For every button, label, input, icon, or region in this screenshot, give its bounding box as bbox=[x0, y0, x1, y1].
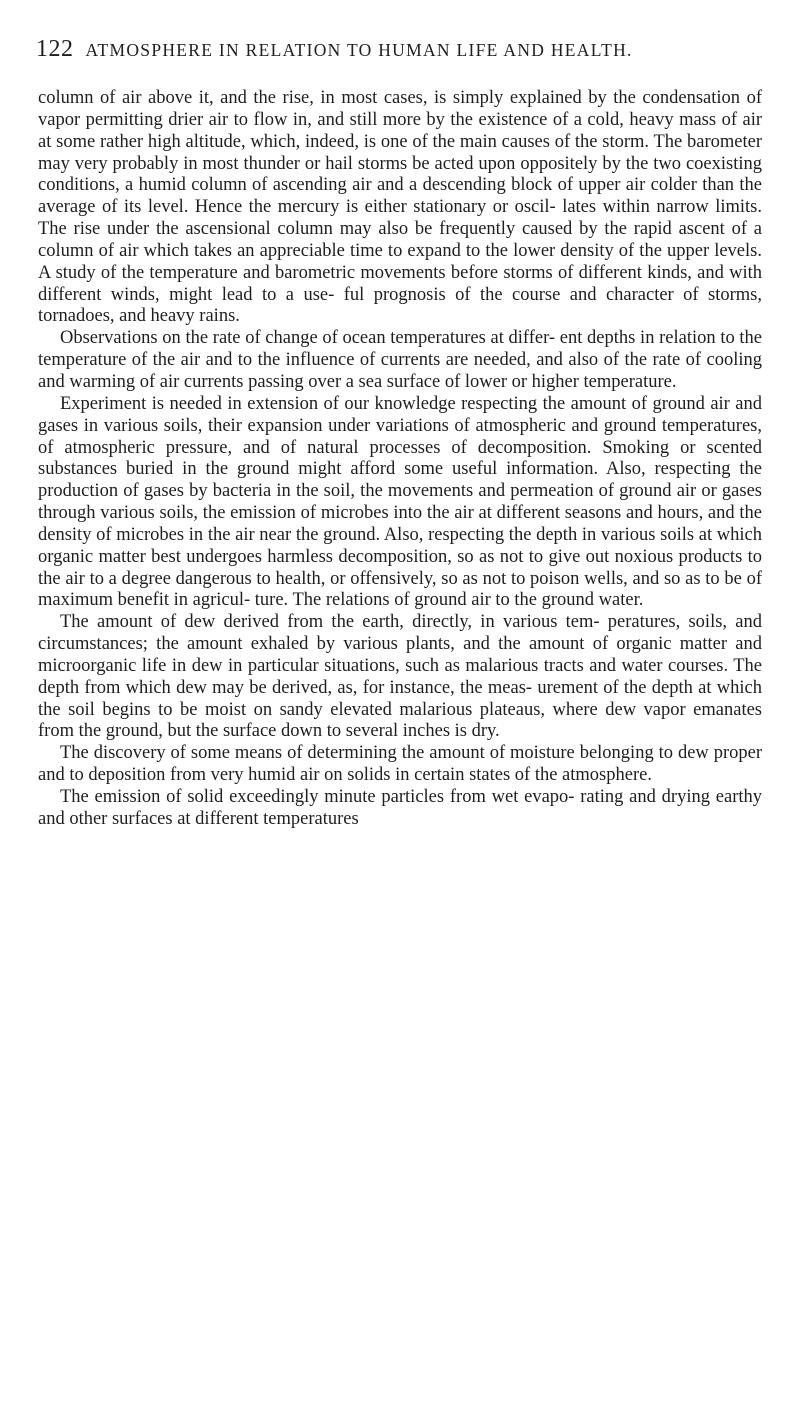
paragraph-solid-particles: The emission of solid exceedingly minute particles from wet evapo- rating and drying earthy and other surfaces at different temperatures bbox=[38, 787, 762, 829]
paragraph-dew: The amount of dew derived from the earth, directly, in various tem- peratures, soils, and circumstances; the amount exhaled by various plants, and the amount of organic matter and microorganic life in dew in particular situations, such as malarious tracts and water courses. The depth from which dew may be derived, as, for instance, the meas- urement of the depth at which the soil begins to be moist on sandy elevated malarious plateaus, where dew vapor emanates from the ground, but the surface down to several inches is dry. bbox=[38, 612, 762, 742]
page-number: 122 bbox=[36, 36, 74, 62]
running-head bbox=[36, 36, 776, 66]
running-title: ATMOSPHERE IN RELATION TO HUMAN LIFE AND HEALTH. bbox=[85, 40, 633, 60]
paragraph-ocean-temperatures: Observations on the rate of change of ocean temperatures at differ- ent depths in relation to the temperature of the air and to the influence of currents are needed, and also of the rate of cooling and warming of air currents passing over a sea surface of lower or higher temperature. bbox=[38, 328, 762, 392]
paragraph-barometer-storms: column of air above it, and the rise, in most cases, is simply explained by the condensation of vapor permitting drier air to flow in, and still more by the existence of a cold, heavy mass of air at some rather high altitude, which, indeed, is one of the main causes of the storm. The barometer may very probably in most thunder or hail storms be acted upon oppositely by the two coexisting conditions, a humid column of ascending air and a descending block of upper air colder than the average of its level. Hence the mercury is either stationary or oscil- lates within narrow limits. The rise under the ascensional column may also be frequently caused by the rapid ascent of a column of air which takes an appreciable time to expand to the lower density of the upper levels. A study of the temperature and barometric movements before storms of different kinds, and with different winds, might lead to a use- ful prognosis of the course and character of storms, tornadoes, and heavy rains. bbox=[38, 88, 762, 327]
paragraph-moisture-determination: The discovery of some means of determining the amount of moisture belonging to dew proper and to deposition from very humid air on solids in certain states of the atmosphere. bbox=[38, 743, 762, 786]
body-text bbox=[38, 88, 762, 831]
paragraph-ground-air: Experiment is needed in extension of our knowledge respecting the amount of ground air and gases in various soils, their expansion under variations of atmospheric and ground temperatures, of atmospheric pressure, and of natural processes of decomposition. Smoking or scented substances buried in the ground might afford some useful information. Also, respecting the production of gases by bacteria in the soil, the movements and permeation of ground air or gases through various soils, the emission of microbes into the air at different seasons and hours, and the density of microbes in the air near the ground. Also, respecting the depth in various soils at which organic matter best undergoes harmless decomposition, so as not to give out noxious products to the air to a degree dangerous to health, or offensively, so as not to poison wells, and so as to be of maximum benefit in agricul- ture. The relations of ground air to the ground water. bbox=[38, 393, 762, 611]
